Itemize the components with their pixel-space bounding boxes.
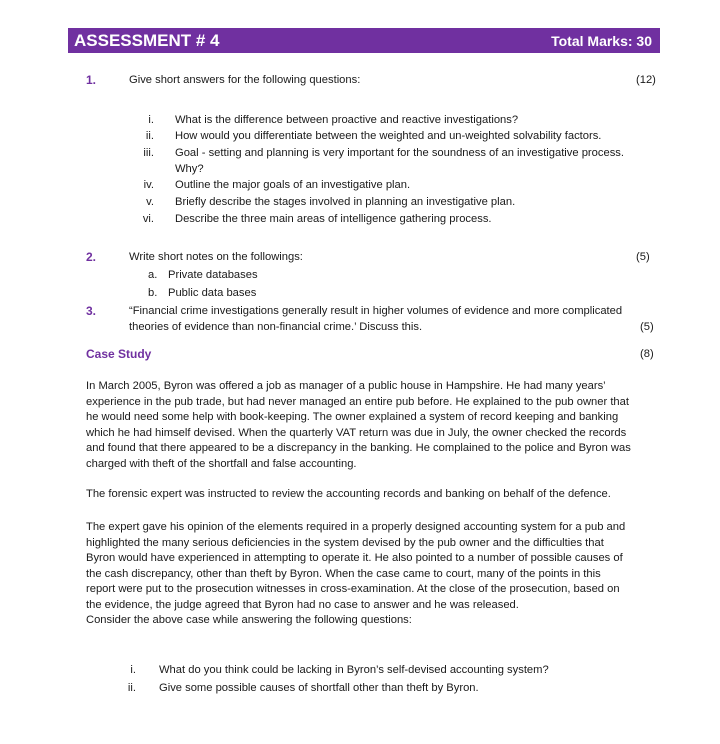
total-marks: Total Marks: 30 — [551, 32, 652, 49]
case-question-label: i. — [130, 664, 136, 676]
paragraph-line: experience in the pub trade, but had never managed an entire pub before. He explained to the pub owner that — [86, 395, 629, 408]
sub-item-label: a. — [148, 269, 158, 281]
case-question-label: ii. — [127, 682, 136, 694]
case-study-paragraph-2 — [86, 487, 676, 503]
sub-item-label: b. — [148, 287, 158, 299]
paragraph-line: The expert gave his opinion of the elements required in a properly designed accounting system for a pub and — [86, 521, 626, 533]
sub-question-label: iii. — [143, 147, 154, 159]
question-marks: (12) — [636, 74, 656, 86]
sub-question-label: i. — [148, 114, 154, 126]
question-marks: (5) — [640, 321, 654, 333]
sub-question-text: Outline the major goals of an investigative plan. — [175, 179, 411, 191]
sub-question-text: Briefly describe the stages involved in planning an investigative plan. — [175, 196, 516, 208]
question-marks: (5) — [636, 251, 650, 263]
paragraph-line: Consider the above case while answering the following questions: — [86, 614, 412, 626]
question-prompt: Write short notes on the followings: — [129, 251, 303, 263]
assessment-title: ASSESSMENT # 4 — [74, 30, 220, 50]
assessment-header-bar — [68, 28, 660, 53]
question-text-continued: theories of evidence than non-financial crime.’ Discuss this. — [129, 321, 423, 333]
case-study-title: Case Study — [86, 347, 152, 361]
sub-question-text: Goal - setting and planning is very important for the soundness of an investigative process. — [175, 147, 624, 159]
sub-question-text-continued: Why? — [175, 163, 204, 175]
sub-question-label: ii. — [145, 130, 154, 142]
sub-item-text: Private databases — [168, 269, 258, 281]
paragraph-line: the evidence, the judge agreed that Byron had no case to answer and he was released. — [86, 598, 519, 611]
paragraph-line: which he had himself devised. When the quarterly VAT return was due in July, the owner checked the records — [86, 426, 627, 439]
case-question-text: Give some possible causes of shortfall other than theft by Byron. — [159, 682, 479, 694]
case-study-paragraph-3 — [86, 520, 676, 629]
paragraph-line: and found that there appeared to be a discrepancy in the banking. He complained to the police and Byron was — [86, 442, 631, 454]
paragraph-line: The forensic expert was instructed to review the accounting records and banking on behalf of the defence. — [86, 488, 611, 500]
sub-question-text: What is the difference between proactive and reactive investigations? — [175, 114, 519, 126]
case-question-text: What do you think could be lacking in Byron’s self-devised accounting system? — [159, 664, 549, 676]
case-study-marks: (8) — [640, 348, 654, 360]
paragraph-line: charged with theft of the shortfall and false accounting. — [86, 457, 357, 470]
sub-item-text: Public data bases — [168, 287, 257, 299]
paragraph-line: highlighted the many serious deficiencies in the system devised by the pub owner and the difficulties that — [86, 536, 604, 549]
question-number: 3. — [86, 304, 97, 318]
paragraph-line: the cash discrepancy, other than theft by Byron. When the case came to court, many of the points in this — [86, 567, 601, 580]
sub-question-text: Describe the three main areas of intelligence gathering process. — [175, 213, 492, 225]
paragraph-line: In March 2005, Byron was offered a job as manager of a public house in Hampshire. He had many years’ — [86, 380, 606, 392]
question-number: 1. — [86, 73, 97, 87]
sub-question-label: v. — [146, 196, 154, 208]
sub-question-text: How would you differentiate between the weighted and un-weighted solvability factors. — [175, 130, 602, 142]
paragraph-line: Byron would have experienced in attempting to operate it. He also pointed to a number of possible causes of — [86, 552, 623, 564]
question-prompt: Give short answers for the following questions: — [129, 74, 361, 86]
question-text: “Financial crime investigations generally result in higher volumes of evidence and more complicated — [129, 305, 623, 317]
sub-question-label: iv. — [143, 179, 154, 191]
paragraph-line: report were put to the prosecution witnesses in cross-examination. At the close of the prosecution, based on — [86, 583, 620, 595]
paragraph-line: he would need some help with book-keeping. The owner explained a system of record keeping and banking — [86, 411, 619, 423]
case-study-paragraph-1 — [86, 379, 676, 472]
sub-question-label: vi. — [142, 213, 154, 225]
question-number: 2. — [86, 250, 97, 264]
